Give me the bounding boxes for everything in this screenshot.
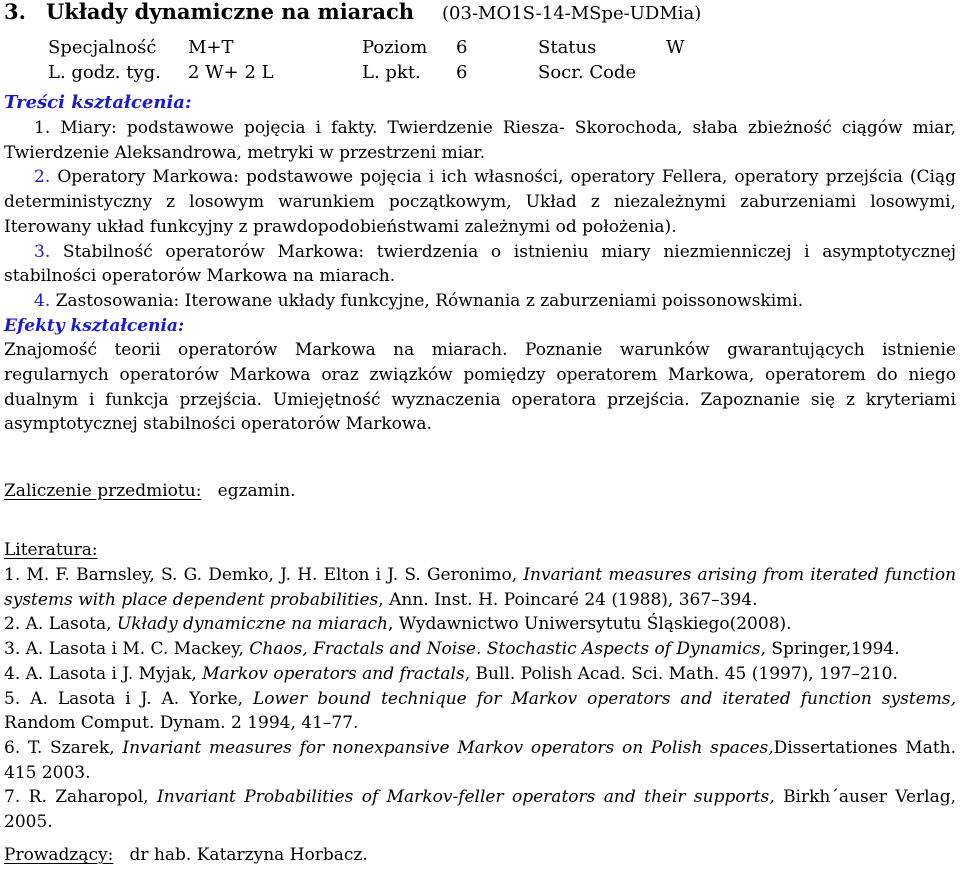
prowadzacy-row (4, 845, 368, 865)
lit-title: Invariant measures for nonexpansive Markov operators on Polish spaces, (122, 737, 774, 758)
status-label: Status (538, 37, 597, 58)
status-value: W (666, 37, 685, 58)
literatura-item (4, 563, 956, 612)
lit-number: 6. (4, 737, 21, 758)
tresci-heading: Treści kształcenia: (4, 92, 192, 113)
literatura-item (4, 785, 956, 834)
literatura-label (4, 540, 98, 560)
lit-number: 2. (4, 614, 21, 635)
tresci-item-number: 4. (34, 290, 51, 311)
socr-code-label: Socr. Code (538, 62, 637, 83)
tresci-item-text: Operatory Markowa: podstawowe pojęcia i ich własności, operatory Fellera, operatory przejścia (Ciąg deterministyczny z losowym warunkiem początkowym, Układ z niezależnymi zaburzeniami losowymi, Iterowany układ funkcyjny z prawdopodobieństwami zależnymi od położenia). (4, 167, 957, 237)
efekty-text: Znajomość teorii operatorów Markowa na miarach. Poznanie warunków gwarantujących istnienie regularnych operatorów Markowa oraz związków pomiędzy operatorem Markowa, operatorem do niego dualnym i funkcja przejścia. Umiejętność wyznaczenia operatora przejścia. Zapoznanie się z kryteriami asymptotycznej stabilności operatorów Markowa. (4, 340, 956, 435)
lit-rest: Dissertationes Math. 415 2003. (4, 737, 957, 783)
lit-rest: , Springer,1994. (760, 639, 900, 660)
poziom-value: 6 (456, 37, 468, 58)
lit-title: Markov operators and fractals (202, 663, 465, 684)
lit-authors: A. Lasota i M. C. Mackey, (25, 639, 244, 660)
lit-rest: , Ann. Inst. H. Poincaré 24 (1988), 367–394. (378, 589, 758, 610)
pkt-value: 6 (456, 62, 468, 83)
lit-authors: A. Lasota i J. Myjak, (25, 663, 197, 684)
course-code: (03-MO1S-14-MSpe-UDMia) (442, 3, 702, 24)
lit-authors: M. F. Barnsley, S. G. Demko, J. H. Elton i J. S. Geronimo, (26, 565, 518, 585)
godz-label: L. godz. tyg. (48, 62, 161, 83)
tresci-item (4, 289, 956, 314)
literatura-list (4, 563, 956, 835)
lit-authors: A. Lasota, (25, 614, 112, 635)
prowadzacy-value: dr hab. Katarzyna Horbacz. (129, 845, 368, 865)
specialnosc-value: M+T (188, 37, 234, 58)
tresci-item-number: 3. (34, 241, 51, 262)
lit-rest: , Wydawnictwo Uniwersytutu Śląskiego(2008). (388, 614, 792, 635)
efekty-heading: Efekty kształcenia: (4, 315, 185, 336)
tresci-item-number: 1. (34, 118, 51, 138)
zaliczenie-label: Zaliczenie przedmiotu: (4, 481, 202, 501)
lit-title: Chaos, Fractals and Noise. Stochastic Aspects of Dynamics (249, 639, 761, 660)
lit-rest: Birkh´auser Verlag, 2005. (4, 787, 957, 833)
pkt-label: L. pkt. (362, 62, 421, 83)
lit-title: Invariant measures arising from iterated function systems with place dependent probabilities (4, 565, 957, 610)
lit-number: 5. (4, 688, 21, 709)
lit-number: 7. (4, 787, 21, 808)
zaliczenie-value: egzamin. (217, 481, 296, 501)
tresci-item-text: Stabilność operatorów Markowa: twierdzenia o istnieniu miary niezmienniczej i asymptotycznej stabilności operatorów Markowa na miarach. (4, 241, 957, 287)
godz-value: 2 W+ 2 L (188, 62, 274, 83)
tresci-item (4, 240, 956, 289)
literatura-item (4, 612, 956, 637)
literatura-item (4, 637, 956, 662)
lit-number: 1. (4, 565, 21, 585)
lit-title: Invariant Probabilities of Markov-feller operators and their supports, (157, 787, 775, 808)
tresci-item (4, 165, 956, 239)
lit-rest: Random Comput. Dynam. 2 1994, 41–77. (4, 713, 359, 734)
tresci-list (4, 116, 956, 437)
lit-number: 3. (4, 639, 21, 660)
literatura-item (4, 662, 956, 687)
lit-title: Układy dynamiczne na miarach (116, 614, 388, 635)
lit-authors: R. Zaharopol, (28, 787, 149, 808)
lit-rest: , Bull. Polish Acad. Sci. Math. 45 (1997), 197–210. (464, 663, 898, 684)
tresci-item (4, 116, 956, 165)
course-title-row (4, 0, 701, 24)
section-number: 3. (4, 0, 26, 24)
tresci-item-text: Zastosowania: Iterowane układy funkcyjne, Równania z zaburzeniami poissonowskimi. (55, 290, 804, 311)
tresci-item-text: Miary: podstawowe pojęcia i fakty. Twierdzenie Riesza- Skorochoda, słaba zbieżność ciągów miar, Twierdzenie Aleksandrowa, metryki w przestrzeni miar. (4, 118, 957, 163)
poziom-label: Poziom (362, 37, 428, 58)
tresci-item-number: 2. (34, 167, 51, 188)
literatura-item (4, 687, 956, 736)
lit-authors: A. Lasota i J. A. Yorke, (30, 688, 243, 709)
lit-title: Lower bound technique for Markov operators and iterated function systems, (252, 688, 957, 709)
literatura-item (4, 736, 956, 785)
zaliczenie-row (4, 481, 296, 501)
lit-number: 4. (4, 663, 21, 684)
specialnosc-label: Specjalność (48, 37, 157, 58)
prowadzacy-label: Prowadzący: (4, 845, 114, 865)
lit-authors: T. Szarek, (27, 737, 115, 758)
course-title: Układy dynamiczne na miarach (45, 0, 415, 24)
literatura-label-text: Literatura: (4, 540, 98, 560)
